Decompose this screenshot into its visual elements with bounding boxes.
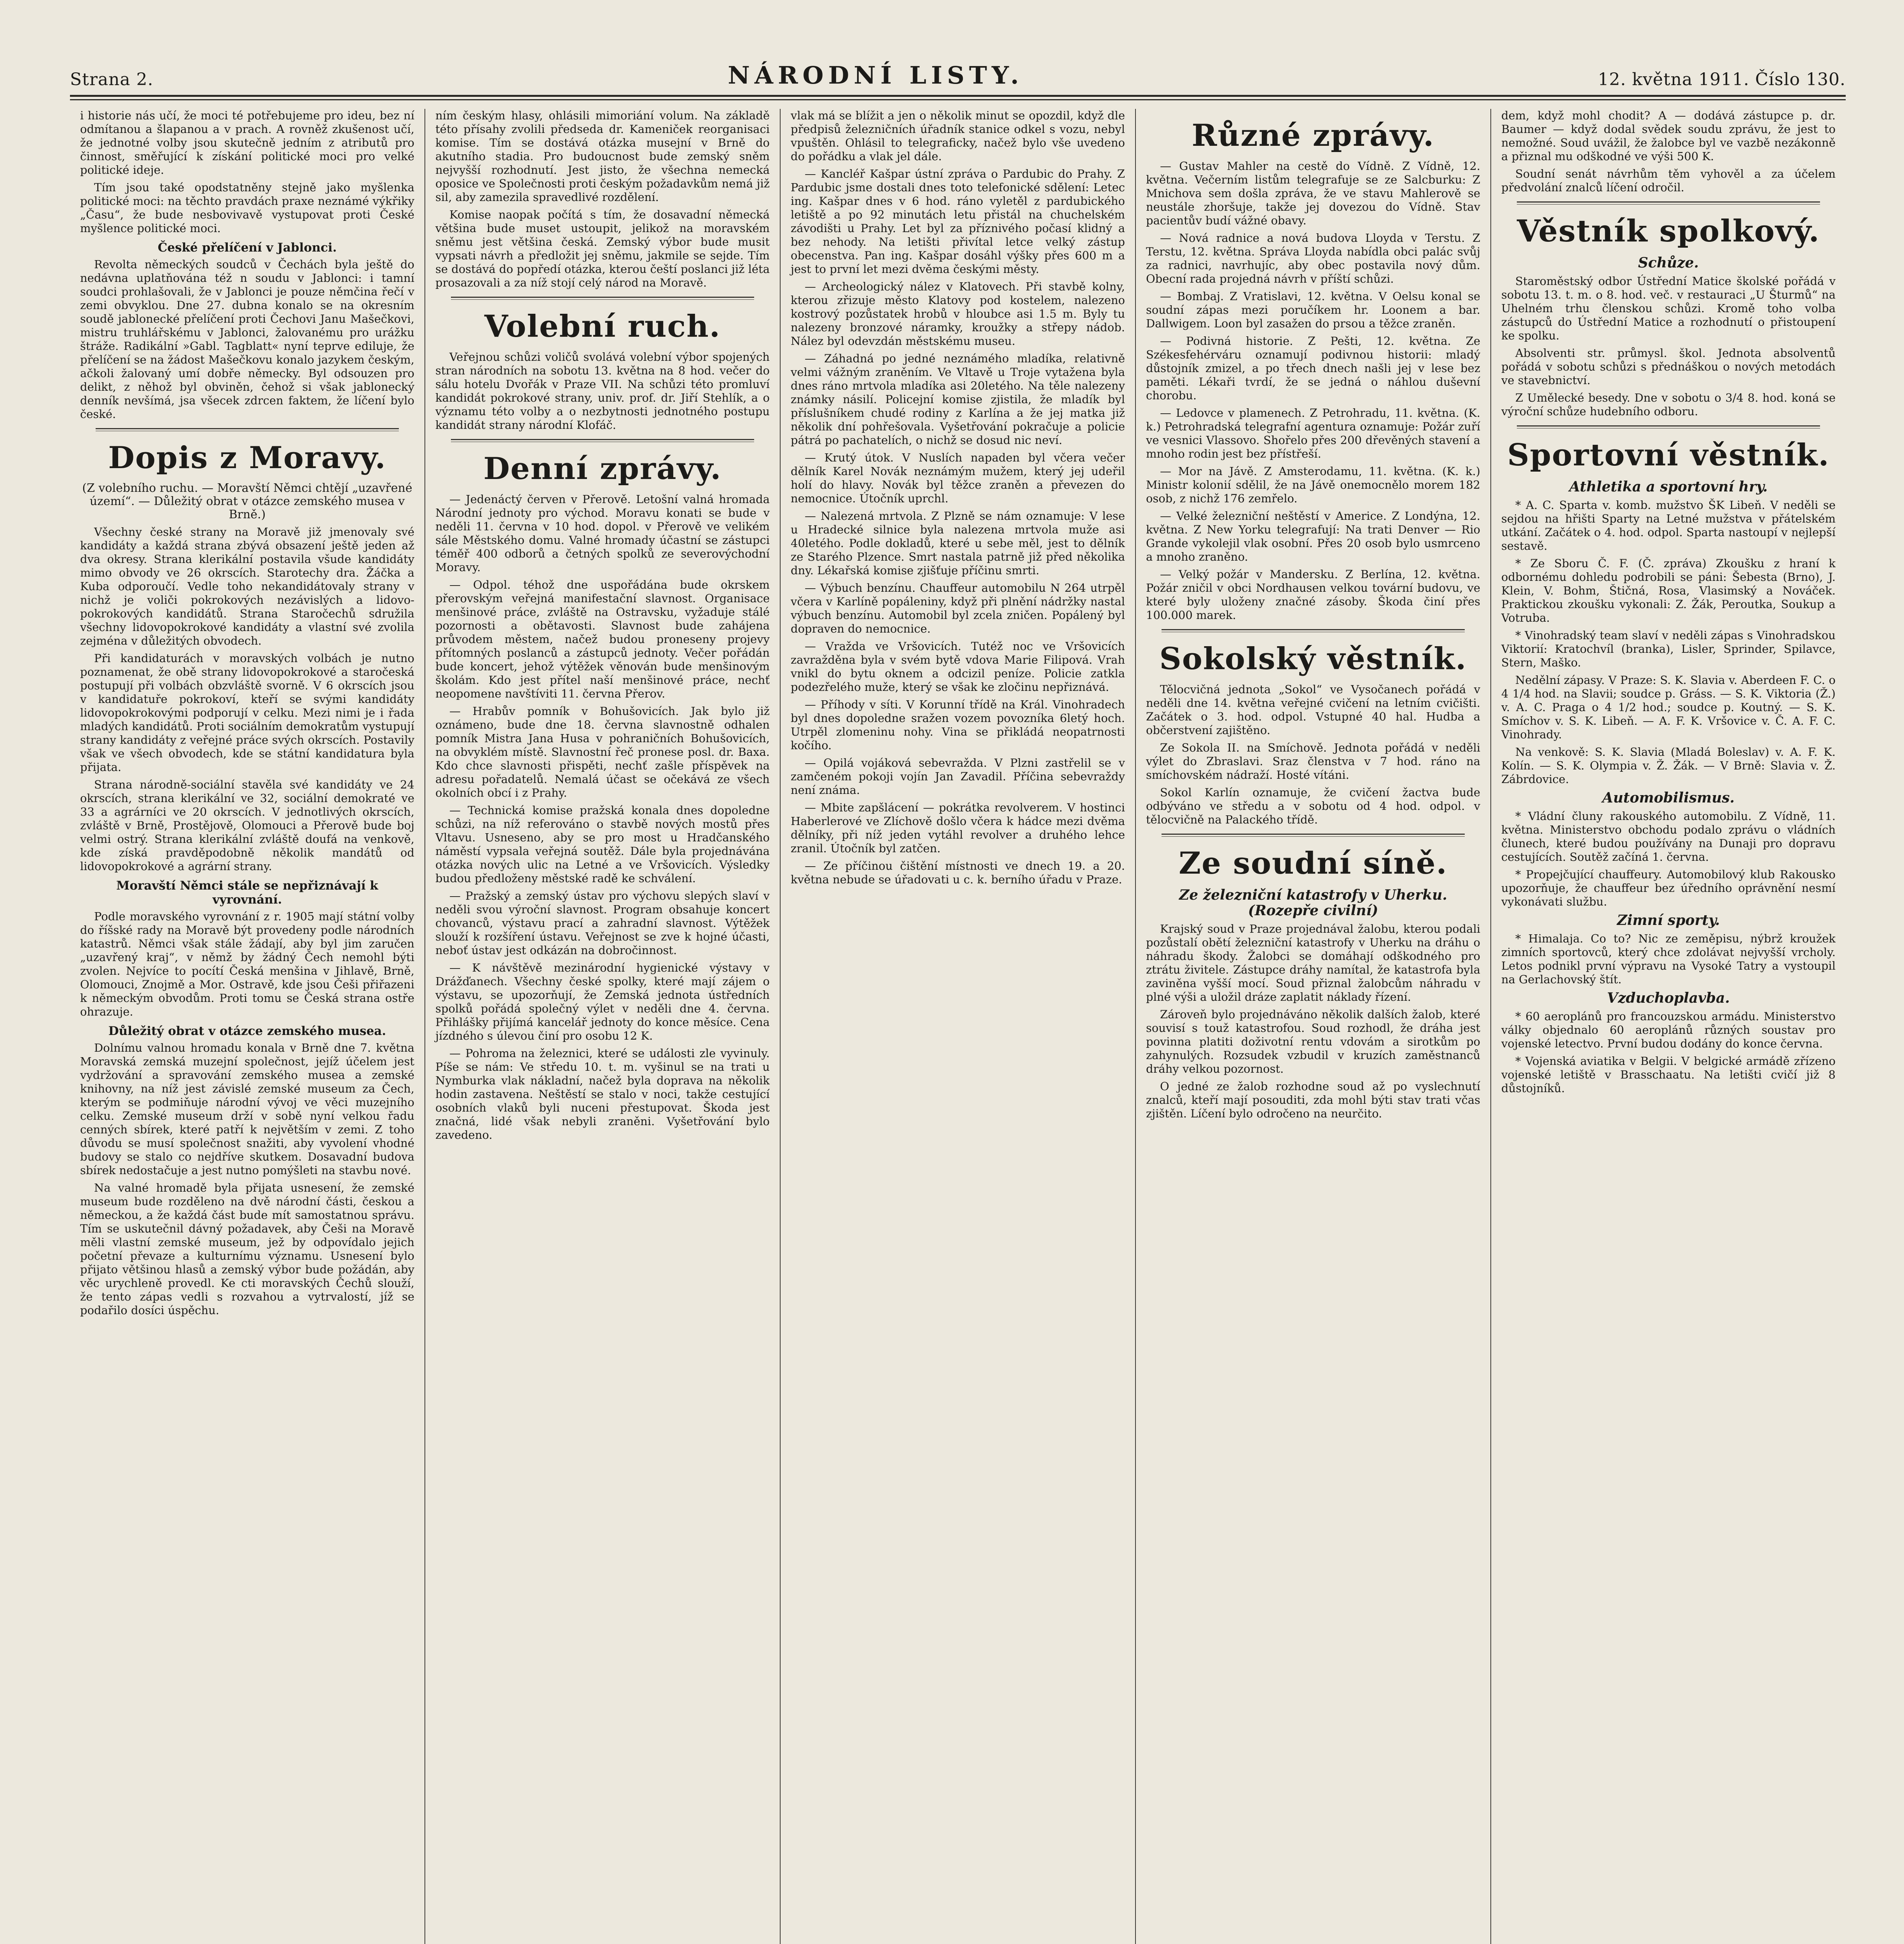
article-paragraph: Komise naopak počítá s tím, že dosavadní německá většina bude muset ustoupit, jelikož na moravském sněmu jest většina česká. Zemský výbor bude musit vypsati návrh a předložit jej sněmu, jakmile se sejde. Tím se dostává do popředí otázka, kterou čeští poslanci již léta prosazovali a za níž stojí celý národ na Moravě. bbox=[435, 208, 770, 289]
article-heading: Moravští Němci stále se nepřiznávají k vyrovnání. bbox=[116, 879, 378, 907]
article-paragraph: Soudní senát návrhům těm vyhověl a za účelem předvolání znalců líčení odročil. bbox=[1501, 167, 1836, 194]
article-paragraph: Nedělní zápasy. V Praze: S. K. Slavia v. Aberdeen F. C. o 4 1/4 hod. na Slavii; soudce p. Gráss. — S. K. Viktoria (Ž.) v. A. C. Praga o 4 1/2 hod.; soudce p. Koutný. — S. K. Smíchov v. S. K. Libeň. — A. F. K. Vršovice v. Č. A. F. C. Vinohrady. bbox=[1501, 673, 1836, 741]
article-paragraph: vlak má se blížit a jen o několik minut se opozdil, když dle předpisů železničních úřadník stanice odkel s vozu, nebyl vpuštěn. Ohlásil to telegraficky, načež bylo vše uvedeno do pořádku a vlak jel dále. bbox=[791, 109, 1125, 163]
article-paragraph: * 60 aeroplánů pro francouzskou armádu. Ministerstvo války objednalo 60 aeroplánů různých soustav pro vojenské letectvo. První budou dodány do konce června. bbox=[1501, 1010, 1836, 1050]
article-paragraph: * Vojenská aviatika v Belgii. V belgické armádě zřízeno vojenské letiště v Brasschaatu. Na letišti cvičí již 8 důstojníků. bbox=[1501, 1054, 1836, 1095]
article-paragraph: Krajský soud v Praze projednával žalobu, kterou podali pozůstalí obětí železniční katastrofy v Uherku na dráhu o náhradu škody. Žalobci se domáhají odškodného pro ztrátu živitele. Zástupce dráhy namítal, že katastrofa byla zaviněna vyšší mocí. Soud přiznal žalobcům náhradu v plné výši a uložil dráze zaplatit náklady řízení. bbox=[1146, 922, 1480, 1003]
article-paragraph: — Ledovce v plamenech. Z Petrohradu, 11. května. (K. k.) Petrohradská telegrafní agentura oznamuje: Požár zuří ve vesnici Vlassovo. Shořelo přes 200 dřevěných stavení a mnoho rodin jest bez přístřeší. bbox=[1146, 406, 1480, 460]
article-paragraph: Tělocvičná jednota „Sokol“ ve Vysočanech pořádá v neděli dne 14. května veřejné cvičení na letním cvičišti. Začátek o 3. hod. odpol. Vstupné 40 hal. Hudba a občerstvení zajištěno. bbox=[1146, 683, 1480, 737]
section-subtitle: Zimní sporty. bbox=[1617, 912, 1720, 928]
article-paragraph: Veřejnou schůzi voličů svolává volební výbor spojených stran národních na sobotu 13. května na 8 hod. večer do sálu hotelu Dvořák v Praze VII. Na schůzi této promluví kandidát pokrokové strany, univ. prof. dr. Jiří Stehlík, a o významu této volby a o nezbytnosti jednotného postupu kandidát strany národní Klofáč. bbox=[435, 350, 770, 432]
section-title: Sokolský věstník. bbox=[1159, 641, 1467, 677]
section-subtitle: (Z volebního ruchu. — Moravští Němci chtějí „uzavřené území“. — Důležitý obrat v otázce zemského musea v Brně.) bbox=[82, 481, 412, 521]
article-paragraph: Zároveň bylo projednáváno několik dalších žalob, které souvisí s touž katastrofou. Soud rozhodl, že dráha jest povinna platiti doživotní rentu vdovám a sirotkům po zahynulých. Rozsudek vzbudil v kruzích zaměstnanců dráhy velkou pozornost. bbox=[1146, 1008, 1480, 1075]
article-paragraph: Z Umělecké besedy. Dne v sobotu o 3/4 8. hod. koná se výroční schůze hudebního odboru. bbox=[1501, 391, 1836, 418]
issue-date: 12. května 1911. Číslo 130. bbox=[1598, 70, 1846, 89]
newspaper-title: NÁRODNÍ LISTY. bbox=[728, 61, 1024, 89]
article-paragraph: Při kandidaturách v moravských volbách je nutno poznamenat, že obě strany lidovopokrokové a staročeská postupují při volbách obzvláště svorně. V 6 okrscích jsou v kandidatuře pokrokoví, kteří se svými kandidáty lidovopokrokovými podporují v celku. Mezi nimi je i řada mladých kandidátů. Proti sociálním demokratům vystupují strany kandidáty z veřejné práce svých okrscích. Postavily však ve všech obvodech, kde se státní kandidatura byla přijata. bbox=[80, 652, 414, 774]
article-paragraph: ním českým hlasy, ohlásili mimoriání volum. Na základě této přísahy zvolili předseda dr. Kameniček reorganisaci komise. Tím se dostává otázka musejní v Brně do akutního stadia. Pro budoucnost bude zemský sněm nejvyšší rozhodnutí. Jest jisto, že všechna nemecká oposice ve Společnosti proti českým požadavkům nemá již sil, aby zamezila spravedlivé rozdělení. bbox=[435, 109, 770, 204]
article-paragraph: * Vinohradský team slaví v neděli zápas s Vinohradskou Viktorií: Kratochvíl (branka), Lisler, Sprinder, Spilavce, Stern, Maško. bbox=[1501, 629, 1836, 669]
section-title: Věstník spolkový. bbox=[1517, 213, 1820, 249]
article-paragraph: Absolventi str. průmysl. škol. Jednota absolventů pořádá v sobotu schůzi s přednáškou o nových metodách ve stavebnictví. bbox=[1501, 346, 1836, 387]
masthead bbox=[70, 43, 1846, 97]
section-subtitle: Vzduchoplavba. bbox=[1607, 990, 1730, 1006]
section-rule bbox=[451, 297, 754, 300]
article-paragraph: Na valné hromadě byla přijata usnesení, že zemské museum bude rozděleno na dvě národní části, českou a německou, a že každá část bude mít samostatnou správu. Tím se uskutečnil dávný požadavek, aby Češi na Moravě měli vlastní zemské museum, jež by odpovídalo jejich početní převaze a kulturnímu významu. Usnesení bylo přijato většinou hlasů a zemský výbor bude požádán, aby věc urychleně provedl. Ke cti moravských Čechů slouží, že tento zápas vedli s rozvahou a vytrvalostí, jíž se podařilo dosíci úspěchu. bbox=[80, 1181, 414, 1317]
column-4 bbox=[1135, 109, 1490, 1944]
article-paragraph: Staroměstský odbor Ústřední Matice školské pořádá v sobotu 13. t. m. o 8. hod. več. v restauraci „U Šturmů“ na Uhelném trhu členskou schůzi. Kromě toho volba zástupců do Ústřední Matice a rozhodnutí o přistoupení ke spolku. bbox=[1501, 274, 1836, 342]
article-paragraph: — Záhadná po jedné neznámého mladíka, relativně velmi vážným zraněním. Ve Vltavě u Troje vytažena byla dnes ráno mrtvola mladíka asi 20letého. Na těle nalezeny známky násilí. Policejní komise zjistila, že mladík byl příslušníkem chudé rodiny z Karlína a že jej matka již několik dní pohřešovala. Vyšetřování pokračuje a policie pátrá po pachatelích, o nichž se dosud nic neví. bbox=[791, 352, 1125, 447]
section-rule bbox=[1162, 629, 1465, 632]
article-paragraph: — Gustav Mahler na cestě do Vídně. Z Vídně, 12. května. Večerním listům telegrafuje se ze Salcburku: Z Mnichova sem došla zpráva, že ve stavu Mahlerově se neustále zhoršuje, takže jej dovezou do Vídně. Stav pacientův budí vážné obavy. bbox=[1146, 159, 1480, 227]
article-paragraph: — Nalezená mrtvola. Z Plzně se nám oznamuje: V lese u Hradecké silnice byla nalezena mrtvola muže asi 40letého. Podle dokladů, které u sebe měl, jest to dělník ze Starého Plzence. Smrt nastala patrně již před několika dny. Lékařská komise zjišťuje příčinu smrti. bbox=[791, 509, 1125, 577]
article-paragraph: — Opilá vojáková sebevražda. V Plzni zastřelil se v zamčeném pokoji vojín Jan Zavadil. Příčina sebevraždy není známa. bbox=[791, 756, 1125, 797]
article-paragraph: — Velký požár v Mandersku. Z Berlína, 12. května. Požár zničil v obci Nordhausen velkou tovární budovu, ve které byly uloženy značné zásoby. Škoda činí přes 100.000 marek. bbox=[1146, 568, 1480, 622]
article-paragraph: * Himalaja. Co to? Nic ze zeměpisu, nýbrž kroužek zimních sportovců, který chce zdolávat nejvyšší vrcholy. Letos podnikl první výpravu na Vysoké Tatry a vystoupil na Gerlachovský štít. bbox=[1501, 932, 1836, 986]
article-paragraph: — Archeologický nález v Klatovech. Při stavbě kolny, kterou zřizuje město Klatovy pod kostelem, nalezeno kostrový pozůstatek hrobů v hloubce asi 1.5 m. Byly tu nalezeny bronzové náramky, kroužky a střepy nádob. Nález byl odevzdán městskému museu. bbox=[791, 280, 1125, 348]
article-paragraph: — Podivná historie. Z Pešti, 12. května. Ze Székesfehérváru oznamují podivnou historii: mladý důstojník zmizel, a po třech dnech našli jej v lese bez paměti. Lékaři tvrdí, že se jedná o náhlou duševní chorobu. bbox=[1146, 334, 1480, 402]
article-paragraph: — Velké železniční neštěstí v Americe. Z Londýna, 12. května. Z New Yorku telegrafují: Na trati Denver — Rio Grande vykolejil vlak osobní. Přes 20 osob bylo usmrceno a mnoho zraněno. bbox=[1146, 509, 1480, 563]
section-title: Denní zprávy. bbox=[483, 451, 722, 486]
article-paragraph: — Mor na Jávě. Z Amsterodamu, 11. května. (K. k.) Ministr kolonií sdělil, že na Jávě onemocnělo morem 182 osob, z nichž 176 zemřelo. bbox=[1146, 465, 1480, 505]
section-rule bbox=[1517, 425, 1820, 428]
article-paragraph: Sokol Karlín oznamuje, že cvičení žactva bude odbýváno ve středu a v sobotu od 4 hod. odpol. v tělocvičně na Palackého třídě. bbox=[1146, 786, 1480, 826]
section-subtitle: Athletika a sportovní hry. bbox=[1569, 479, 1768, 495]
page-number: Strana 2. bbox=[70, 70, 154, 89]
article-paragraph: * Propejčující chauffeury. Automobilový klub Rakousko upozorňuje, že chauffeur bez úředního oprávnění nesmí vykonávati službu. bbox=[1501, 868, 1836, 908]
article-paragraph: O jedné ze žalob rozhodne soud až po vyslechnutí znalců, kteří mají posouditi, zda mohl býti stav trati včas zjištěn. Líčení bylo odročeno na neurčito. bbox=[1146, 1080, 1480, 1120]
article-paragraph: — Hrabův pomník v Bohušovicích. Jak bylo již oznámeno, bude dne 18. června slavnostně odhalen pomník Mistra Jana Husa v pohraničních Bohušovicích, na obvyklém místě. Slavnostní řeč pronese posl. dr. Baxa. Kdo chce slavnosti přispěti, nechť zašle příspěvek na adresu pořadatelů. Nemalá účast se očekává ze všech okolních obcí i z Prahy. bbox=[435, 705, 770, 799]
article-paragraph: — Vražda ve Vršovicích. Tutéž noc ve Vršovicích zavražděna byla v svém bytě vdova Marie Filipová. Vrah vnikl do bytu oknem a odcizil peníze. Policie zatkla podezřelého muže, který se však ke zločinu nepřiznává. bbox=[791, 640, 1125, 694]
section-rule bbox=[1162, 834, 1465, 837]
article-paragraph: * Vládní čluny rakouského automobilu. Z Vídně, 11. května. Ministerstvo obchodu podalo zprávu o vládních člunech, které budou používány na Dunaji pro dopravu cestujících. Soutěž začíná 1. června. bbox=[1501, 809, 1836, 864]
masthead-rule bbox=[70, 99, 1846, 100]
section-rule bbox=[451, 439, 754, 442]
column-1 bbox=[70, 109, 424, 1944]
article-paragraph: — Ze příčinou čištění místnosti ve dnech 19. a 20. května nebude se úřadovati u c. k. berního úřadu v Praze. bbox=[791, 859, 1125, 886]
section-subtitle: Automobilismus. bbox=[1602, 790, 1735, 806]
article-paragraph: dem, když mohl chodit? A — dodává zástupce p. dr. Baumer — když dodal svědek soudu zprávu, že jest to nemožné. Soud uvážil, že žalobce byl ve vazbě nezákonně a přiznal mu odškodné ve výši 500 K. bbox=[1501, 109, 1836, 163]
column-2 bbox=[424, 109, 780, 1944]
article-paragraph: Tím jsou také opodstatněny stejně jako myšlenka politické moci: na těchto pravdách praxe neznámé výkřiky „Času“, že bude nesbovivavě vystupovat proti České myšlence politické moci. bbox=[80, 181, 414, 235]
article-subtitle: Ze železniční katastrofy v Uherku. (Rozepře civilní) bbox=[1179, 887, 1447, 919]
article-paragraph: — Odpol. téhož dne uspořádána bude okrskem přerovským veřejná manifestační slavnost. Organisace menšinové práce, zvláště na Ostravsku, vyžaduje stálé pozornosti a obětavosti. Slavnost bude zahájena průvodem městem, načež budou proneseny projevy přítomných poslanců a zástupců jednoty. Večer pořádán bude koncert, jehož výtěžek věnován bude menšinovým školám. Kdo jest přítel naší menšinové práce, nechť neopomene navštíviti 11. června Přerov. bbox=[435, 578, 770, 700]
section-rule bbox=[96, 428, 399, 431]
article-paragraph: Ze Sokola II. na Smíchově. Jednota pořádá v neděli výlet do Zbraslavi. Sraz členstva v 7 hod. ráno na smíchovském nádraží. Hosté vítáni. bbox=[1146, 741, 1480, 781]
article-paragraph: — Příhody v síti. V Korunní třídě na Král. Vinohradech byl dnes dopoledne sražen vozem povozníka 6letý hoch. Utrpěl zlomeninu nohy. Vina se přikládá neopatrnosti kočího. bbox=[791, 698, 1125, 752]
article-paragraph: — Krutý útok. V Nuslích napaden byl včera večer dělník Karel Novák neznámým mužem, který jej udeřil holí do hlavy. Novák byl těžce zraněn a převezen do nemocnice. Útočník uprchl. bbox=[791, 451, 1125, 505]
section-rule bbox=[1517, 201, 1820, 205]
section-title: Dopis z Moravy. bbox=[108, 440, 386, 476]
article-heading: České přelíčení v Jablonci. bbox=[157, 241, 337, 255]
article-paragraph: Podle moravského vyrovnání z r. 1905 mají státní volby do říšské rady na Moravě být provedeny podle národních katastrů. Němci však stále žádají, aby byl jim zaručen „uzavřený kraj“, v němž by žádný Čech nemohl býti zvolen. Nejvíce to pocítí Česká menšina v Jihlavě, Brně, Olomouci, Znojmě a Mor. Ostravě, kde jsou Češi přiřazeni k německým obvodům. Proti tomu se Česká strana ostře ohrazuje. bbox=[80, 910, 414, 1018]
article-paragraph: — Nová radnice a nová budova Lloyda v Terstu. Z Terstu, 12. května. Správa Lloyda nabídla obci palác svůj za radnici, navrhujíc, aby obec postavila nový dům. Obecní rada projedná návrh v příští schůzi. bbox=[1146, 231, 1480, 285]
article-paragraph: * A. C. Sparta v. komb. mužstvo ŠK Libeň. V neděli se sejdou na hřišti Sparty na Letné mužstva v přátelském utkání. Začátek o 4. hod. odpol. Sparta nastoupí v nejlepší sestavě. bbox=[1501, 498, 1836, 552]
article-paragraph: i historie nás učí, že moci té potřebujeme pro ideu, bez ní odmítanou a šlapanou a v prach. A rovněž zkušenost učí, že jednotné volby jsou skutečně jedním z atributů pro činnost, směřující k získání politické moci pro velké politické ideje. bbox=[80, 109, 414, 177]
article-paragraph: — Kancléř Kašpar ústní zpráva o Pardubic do Prahy. Z Pardubic jsme dostali dnes toto telefonické sdělení: Letec ing. Kašpar dnes v 6 hod. ráno vyletěl z pardubického letiště a po 92 minutách letu přistál na chuchelském závodišti u Prahy. Let byl za příznivého počasí klidný a bez nehody. Na letišti přivítal letce velký zástup obecenstva. Pan ing. Kašpar dosáhl výšky přes 600 m a jest to první let mezi dvěma českými městy. bbox=[791, 167, 1125, 276]
section-subtitle: Schůze. bbox=[1638, 255, 1699, 271]
section-title: Ze soudní síně. bbox=[1179, 846, 1448, 881]
article-paragraph: Na venkově: S. K. Slavia (Mladá Boleslav) v. A. F. K. Kolín. — S. K. Olympia v. Ž. Žák. — V Brně: Slavia v. Ž. Zábrdovice. bbox=[1501, 745, 1836, 786]
section-title: Sportovní věstník. bbox=[1507, 437, 1830, 473]
column-3 bbox=[780, 109, 1135, 1944]
article-paragraph: — K návštěvě mezinárodní hygienické výstavy v Drážďanech. Všechny české spolky, které mají zájem o výstavu, se upozorňují, že Zemská jednota ústředních spolků pořádá společný výlet v neděli dne 4. června. Přihlášky přijímá kancelář jednoty do konce měsíce. Cena jízdného s úlevou činí pro osobu 12 K. bbox=[435, 961, 770, 1042]
article-paragraph: Revolta německých soudců v Čechách byla ještě do nedávna uplatňována též n soudu v Jablonci: i tamní soudci prohlašovali, že v Jablonci je pouze němčina řečí v zemi obvyklou. Dne 27. dubna konalo se na okresním soudě jablonecké přelíčení proti Čechovi Janu Mašečkovi, mistru truhlářskému v Jablonci, žalovanému pro urážku štráže. Radikální »Gabl. Tagblatt« nyní teprve ediluje, že přelíčení se na žádost Mašečkovu konalo jazykem českým, ačkoli žalovaný umí dobře německy. Byl odsouzen pro delikt, z něhož byl obviněn, čehož si však jablonecký denník nevšímá, jsa všecek zdrcen faktem, že líčení bylo české. bbox=[80, 258, 414, 421]
column-5 bbox=[1490, 109, 1846, 1944]
columns bbox=[70, 109, 1846, 1944]
section-title: Různé zprávy. bbox=[1191, 118, 1435, 153]
article-paragraph: — Technická komise pražská konala dnes dopoledne schůzi, na níž referováno o stavbě nových mostů přes Vltavu. Usneseno, aby se pro most u Hradčanského náměstí vypsala veřejná soutěž. Dále byla projednávána otázka nových ulic na Letné a ve Vršovicích. Výsledky budou předloženy městské radě ke schválení. bbox=[435, 804, 770, 885]
article-paragraph: Všechny české strany na Moravě již jmenovaly své kandidáty a každá strana zbývá obsazení ještě jeden až dva okresy. Strana klerikální postavila všude kandidáty mimo obvody ve 26 okrscích. Starotechy dra. Žáčka a Kuba odporoučí. Vedle toho nekandidátovaly strany v nichž je voliči pokrokových nezávislých a lidovopokrokových kandidátů. Strana Staročechů sdružila všechny lidovopokrokové kandidáty a vlastní své zvolila zejména v důležitých obvodech. bbox=[80, 525, 414, 647]
section-title: Volební ruch. bbox=[484, 309, 721, 344]
article-paragraph: — Výbuch benzínu. Chauffeur automobilu N 264 utrpěl včera v Karlíně popáleniny, když při plnění nádržky nastal výbuch benzínu. Automobil byl zcela zničen. Popálený byl dopraven do nemocnice. bbox=[791, 581, 1125, 635]
article-paragraph: — Pohroma na železnici, které se události zle vyvinuly. Píše se nám: Ve středu 10. t. m. vyšinul se na trati u Nymburka vlak nákladní, načež byla doprava na několik hodin zastavena. Neštěstí se stalo v noci, takže cestující osobních vlaků byli nuceni přestupovat. Škoda jest značná, lidé však nebyli zraněni. Vyšetřování bylo zavedeno. bbox=[435, 1047, 770, 1142]
article-paragraph: * Ze Sboru Č. F. (Č. zpráva) Zkoušku z hraní k odbornému dohledu podrobili se páni: Šebesta (Brno), J. Klein, V. Bohm, Štičná, Rosa, Vlasimský a Nováček. Praktickou zkoušku vykonali: Z. Žák, Peroutka, Soukup a Votruba. bbox=[1501, 557, 1836, 624]
article-paragraph: — Bombaj. Z Vratislavi, 12. května. V Oelsu konal se soudní zápas mezi poručíkem hr. Loonem a bar. Dallwigem. Loon byl zasažen do prsou a těžce zraněn. bbox=[1146, 290, 1480, 330]
article-paragraph: — Jedenáctý červen v Přerově. Letošní valná hromada Národní jednoty pro východ. Moravu konati se bude v neděli 11. června v 10 hod. dopol. v Přerově ve velikém sále Městského domu. Valné hromady účastní se zástupci téměř 400 odborů a četných spolků ze severovýchodní Moravy. bbox=[435, 493, 770, 574]
article-heading: Důležitý obrat v otázce zemského musea. bbox=[108, 1024, 386, 1038]
article-paragraph: — Pražský a zemský ústav pro výchovu slepých slaví v neděli svou výroční slavnost. Program obsahuje koncert chovanců, výstavu prací a zahradní slavnost. Výtěžek slouží k rozšíření ústavu. Veřejnost se zve k hojné účasti, neboť ústav jest odkázán na dobročinnost. bbox=[435, 889, 770, 957]
article-paragraph: Strana národně-sociální stavěla své kandidáty ve 24 okrscích, strana klerikální ve 32, sociální demokraté ve 33 a agrárníci ve 20 okrscích. V jednotlivých okrscích, zvláště v Brně, Prostějově, Olomouci a Přerově bude boj velmi ostrý. Strana klerikální zvláště doufá na venkově, kde získá pravděpodobně několik mandátů od lidovopokrokové a agrární strany. bbox=[80, 778, 414, 873]
article-paragraph: — Mbite zapšlácení — pokrátka revolverem. V hostinci Haberlerové ve Zlíchově došlo včera k hádce mezi dvěma dělníky, při níž jeden vytáhl revolver a druhého lehce zranil. Útočník byl zatčen. bbox=[791, 801, 1125, 855]
article-paragraph: Dolnímu valnou hromadu konala v Brně dne 7. května Moravská zemská muzejní společnost, jejíž účelem jest vydržování a spravování zemského musea a zemské knihovny, na níž jest závislé zemské museum za Čech, kterým se podmiňuje národní vývoj ve věci muzejního celku. Zemské museum drží v sobě nyní velkou řadu cenných sbírek, které patří k největším v zemi. Z toho důvodu se musí společnost snažiti, aby vyvolení vhodné budovy se stalo co nejdříve skutkem. Dosavadní budova sbírek nedostačuje a jest nutno pomýšleti na stavbu nové. bbox=[80, 1041, 414, 1177]
